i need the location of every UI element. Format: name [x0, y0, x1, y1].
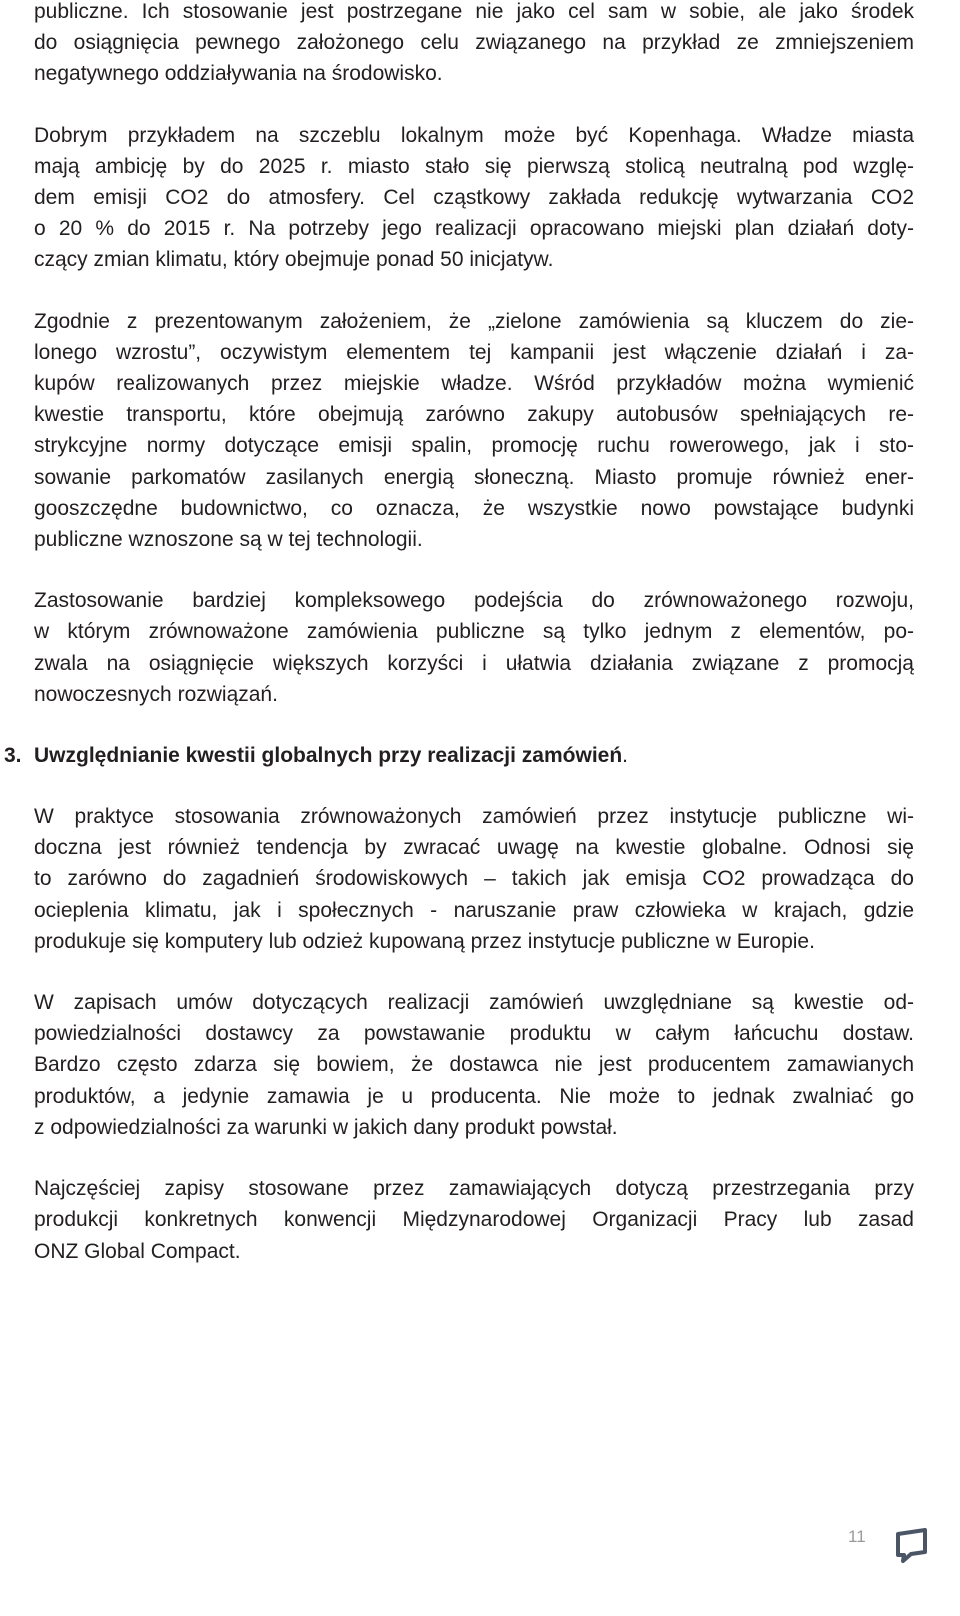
text-line: nowoczesnych rozwiązań.: [34, 682, 278, 706]
text-line: W praktyce stosowania zrównoważonych zamówień przez instytucje publiczne wi-: [34, 805, 914, 829]
paragraph-supplier-responsibility: [34, 987, 914, 1143]
text-line: Bardzo często zdarza się bowiem, że dostawca nie jest producentem zamawianych: [34, 1053, 914, 1077]
section-heading: [4, 740, 914, 771]
paragraph-global-issues: [34, 801, 914, 957]
text-line: Zgodnie z prezentowanym założeniem, że „zielone zamówienia są kluczem do zie-: [34, 309, 914, 333]
text-line: z odpowiedzialności za warunki w jakich dany produkt powstał.: [34, 1115, 618, 1139]
text-line: Dobrym przykładem na szczeblu lokalnym może być Kopenhaga. Władze miasta: [34, 123, 914, 147]
text-line: negatywnego oddziaływania na środowisko.: [34, 62, 443, 86]
text-line: W zapisach umów dotyczących realizacji zamówień uwzględniane są kwestie od-: [34, 991, 914, 1015]
text-line: produktów, a jedynie zamawia je u producenta. Nie może to jednak zwalniać go: [34, 1084, 914, 1108]
text-line: kupów realizowanych przez miejskie władze. Wśród przykładów można wymienić: [34, 372, 914, 396]
text-line: produkuje się komputery lub odzież kupowaną przez instytucje publiczne w Europie.: [34, 929, 815, 953]
section-number: 3.: [4, 744, 22, 768]
text-line: powiedzialności dostawcy za powstawanie produktu w całym łańcuchu dostaw.: [34, 1022, 914, 1046]
text-line: sowanie parkomatów zasilanych energią słoneczną. Miasto promuje również ener-: [34, 465, 914, 489]
section-title-period: .: [622, 744, 629, 768]
text-line: kwestie transportu, które obejmują zarówno zakupy autobusów spełniających re-: [34, 403, 914, 427]
paragraph-green-growth: [34, 306, 914, 556]
text-line: publiczne wznoszone są w tej technologii.: [34, 528, 423, 552]
text-line: doczna jest również tendencja by zwracać uwagę na kwestie globalne. Odnosi się: [34, 836, 914, 860]
text-line: lonego wzrostu”, oczywistym elementem tej kampanii jest włączenie działań i za-: [34, 340, 914, 364]
text-line: ONZ Global Compact.: [34, 1239, 241, 1263]
text-line: mają ambicję by do 2025 r. miasto stało się pierwszą stolicą neutralną pod wzglę-: [34, 154, 914, 178]
text-line: produkcji konkretnych konwencji Międzynarodowej Organizacji Pracy lub zasad: [34, 1208, 914, 1232]
text-line: o 20 % do 2015 r. Na potrzeby jego realizacji opracowano miejski plan działań doty-: [34, 217, 914, 241]
text-line: zwala na osiągnięcie większych korzyści i ułatwia działania związane z promocją: [34, 651, 914, 675]
text-line: to zarówno do zagadnień środowiskowych – takich jak emisja CO2 prowadząca do: [34, 867, 914, 891]
text-line: dem emisji CO2 do atmosfery. Cel cząstkowy zakłada redukcję wytwarzania CO2: [34, 186, 914, 210]
text-line: Zastosowanie bardziej kompleksowego podejścia do zrównoważonego rozwoju,: [34, 589, 914, 613]
text-line: gooszczędne budownictwo, co oznacza, że wszystkie nowo powstające budynki: [34, 496, 914, 520]
paragraph-ilo-conventions: [34, 1173, 914, 1267]
logo-bubble-shape: [898, 1530, 925, 1561]
section-title: Uwzględnianie kwestii globalnych przy realizacji zamówień: [34, 744, 623, 768]
text-line: publiczne. Ich stosowanie jest postrzegane nie jako cel sam w sobie, ale jako środek: [34, 0, 914, 23]
speech-bubble-logo-icon: [894, 1527, 930, 1563]
text-line: ocieplenia klimatu, jak i społecznych - naruszanie praw człowieka w krajach, gdzie: [34, 898, 914, 922]
text-line: Najczęściej zapisy stosowane przez zamawiających dotyczą przestrzegania przy: [34, 1177, 914, 1201]
paragraph-copenhagen-example: [34, 120, 914, 276]
page-number: 11: [848, 1527, 866, 1546]
document-page: [4, 0, 914, 1267]
text-line: w którym zrównoważone zamówienia publiczne są tylko jednym z elementów, po-: [34, 620, 914, 644]
text-line: czący zmian klimatu, który obejmuje ponad 50 inicjatyw.: [34, 248, 554, 272]
paragraph-intro-continuation: [34, 0, 914, 90]
paragraph-comprehensive-approach: [34, 585, 914, 710]
text-line: strykcyjne normy dotyczące emisji spalin, promocję ruchu rowerowego, jak i sto-: [34, 434, 914, 458]
text-line: do osiągnięcia pewnego założonego celu związanego na przykład ze zmniejszeniem: [34, 31, 914, 55]
